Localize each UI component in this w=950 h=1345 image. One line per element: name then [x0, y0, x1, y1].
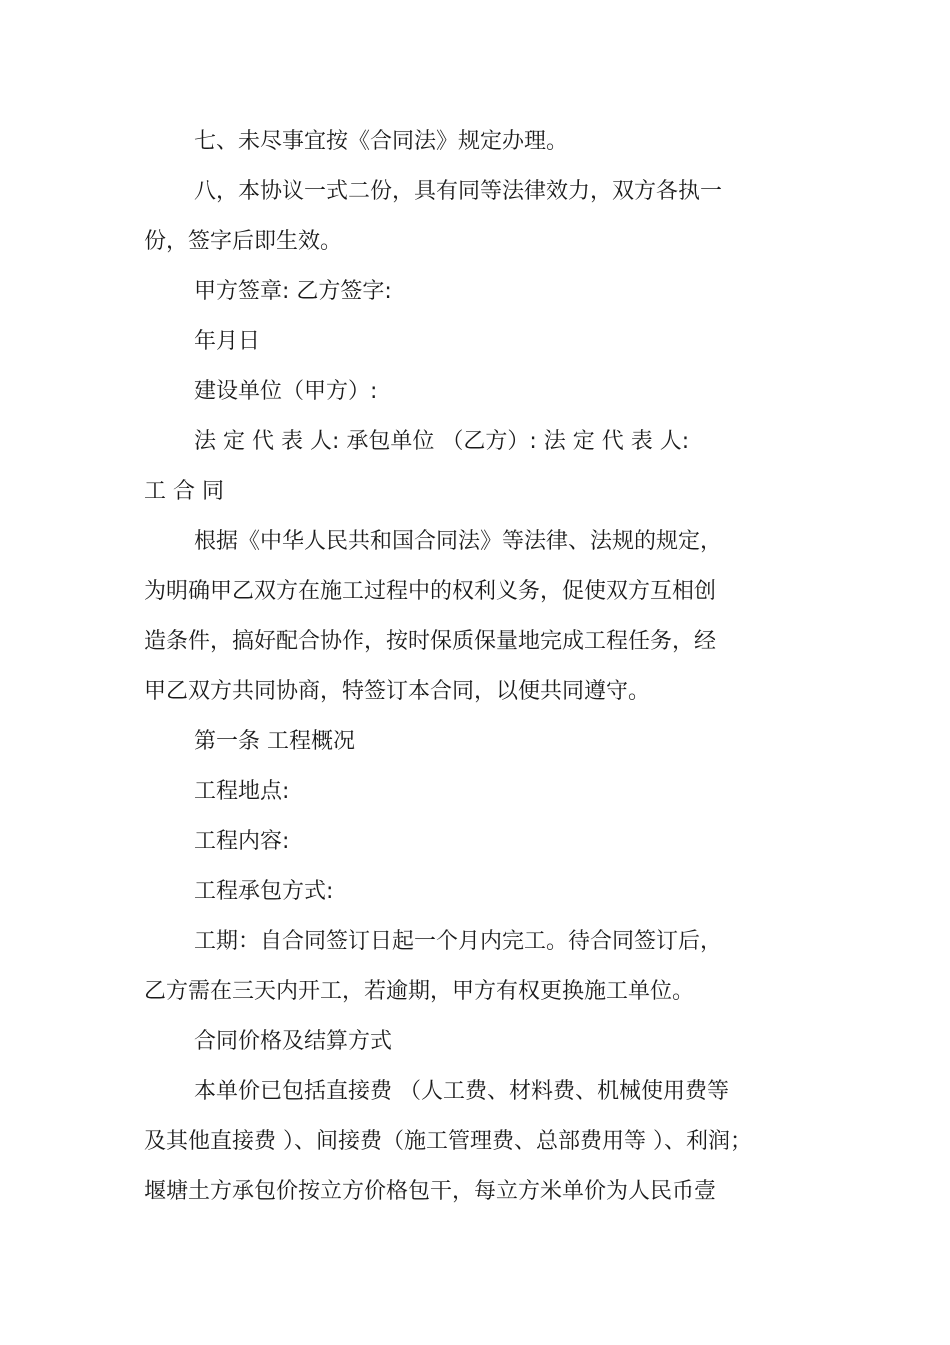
price-line-2: 及其他直接费 ）、间接费（施工管理费、总部费用等 ）、利润；	[144, 1129, 752, 1154]
construction-unit-line: 建设单位（甲方）:	[194, 379, 378, 404]
preamble-line-1: 根据《中华人民共和国合同法》等法律、法规的规定，	[194, 529, 723, 554]
duration-line-2: 乙方需在三天内开工，若逾期，甲方有权更换施工单位。	[144, 979, 695, 1004]
price-line-3: 堰塘土方承包价按立方价格包干，每立方米单价为人民币壹	[144, 1179, 717, 1204]
clause-eight-continued: 份，签字后即生效。	[144, 229, 343, 254]
preamble-line-3: 造条件，搞好配合协作，按时保质保量地完成工程任务，经	[144, 629, 717, 654]
date-line: 年月日	[194, 329, 261, 354]
duration-line-1: 工期：自合同签订日起一个月内完工。待合同签订后，	[194, 929, 723, 954]
project-content-line: 工程内容:	[194, 829, 290, 854]
preamble-line-4: 甲乙双方共同协商，特签订本合同，以便共同遵守。	[144, 679, 651, 704]
price-line-1: 本单价已包括直接费 （人工费、材料费、机械使用费等	[194, 1079, 729, 1104]
preamble-line-2: 为明确甲乙双方在施工过程中的权利义务，促使双方互相创	[144, 579, 717, 604]
project-location-line: 工程地点:	[194, 779, 290, 804]
clause-seven: 七、未尽事宜按《合同法》规定办理。	[194, 129, 569, 154]
clause-eight: 八，本协议一式二份，具有同等法律效力，双方各执一	[194, 179, 723, 204]
contract-title-fragment: 工 合 同	[144, 479, 224, 504]
price-settlement-heading: 合同价格及结算方式	[194, 1029, 393, 1054]
contracting-method-line: 工程承包方式:	[194, 879, 334, 904]
legal-representative-line: 法 定 代 表 人: 承包单位 （乙方）: 法 定 代 表 人:	[194, 429, 690, 454]
signature-line: 甲方签章: 乙方签字:	[194, 279, 392, 304]
article-one-heading: 第一条 工程概况	[194, 729, 355, 754]
